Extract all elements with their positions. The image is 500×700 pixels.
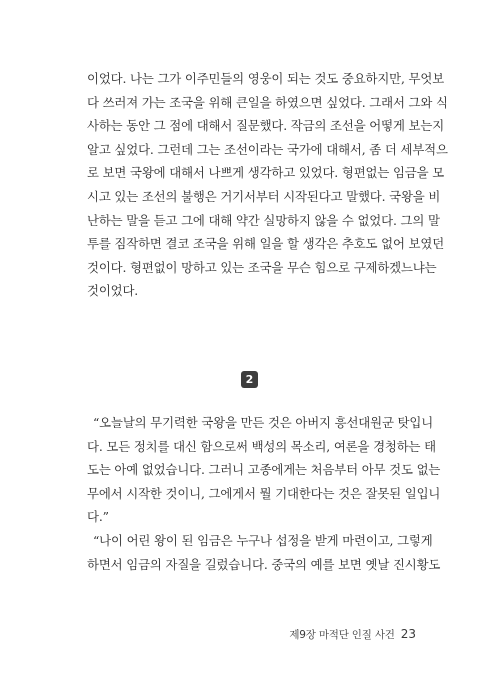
text-line: 시고 있는 조선의 불행은 거기서부터 시작된다고 말했다. 국왕을 비 — [87, 188, 441, 204]
text-line: 투를 짐작하면 결코 조국을 위해 일을 할 생각은 추호도 없어 보였던 — [87, 236, 445, 252]
chapter-title: 제9장 마적단 인질 사건 — [289, 629, 395, 641]
page-number: 23 — [400, 627, 416, 641]
text-line: 난하는 말을 듣고 그에 대해 약간 실망하지 않을 수 없었다. 그의 말 — [87, 212, 440, 228]
text-line: 이었다. 나는 그가 이주민들의 영웅이 되는 것도 중요하지만, 무엇보 — [87, 71, 445, 86]
text-line: 알고 싶었다. 그런데 그는 조선이라는 국가에 대해서, 좀 더 세부적으 — [87, 141, 448, 157]
text-line: 로 보면 국왕에 대해서 나쁘게 생각하고 있었다. 형편없는 임금을 모 — [87, 165, 445, 181]
text-line: 것이다. 형편없이 망하고 있는 조국을 무슨 힘으로 구제하겠느냐는 — [87, 259, 437, 275]
text-line: 것이었다. — [87, 283, 139, 299]
body-text-bottom — [87, 411, 441, 576]
page-footer — [289, 623, 416, 642]
section-number-badge: 2 — [241, 371, 258, 388]
text-line: 도는 아예 없었습니다. 그러니 고종에게는 처음부터 아무 것도 없는 — [87, 462, 441, 478]
text-line: 무에서 시작한 것이니, 그에게서 뭘 기대한다는 것은 잘못된 일입니 — [87, 485, 441, 501]
body-text-top — [87, 67, 448, 303]
text-line: 다. 모든 정치를 대신 함으로써 백성의 목소리, 여론을 경청하는 태 — [87, 438, 436, 454]
text-line: “나이 어린 왕이 된 임금은 누구나 섭정을 받게 마련이고, 그렇게 — [93, 532, 433, 548]
text-line: 하면서 임금의 자질을 길렀습니다. 중국의 예를 보면 옛날 진시황도 — [87, 556, 441, 572]
text-line: 다.” — [87, 509, 109, 525]
text-line: “오늘날의 무기력한 국왕을 만든 것은 아버지 흥선대원군 탓입니 — [93, 415, 434, 430]
text-line: 다 쓰러져 가는 조국을 위해 큰일을 하였으면 싶었다. 그래서 그와 식 — [87, 94, 448, 110]
text-line: 사하는 동안 그 점에 대해서 질문했다. 작금의 조선을 어떻게 보는지 — [87, 118, 445, 134]
